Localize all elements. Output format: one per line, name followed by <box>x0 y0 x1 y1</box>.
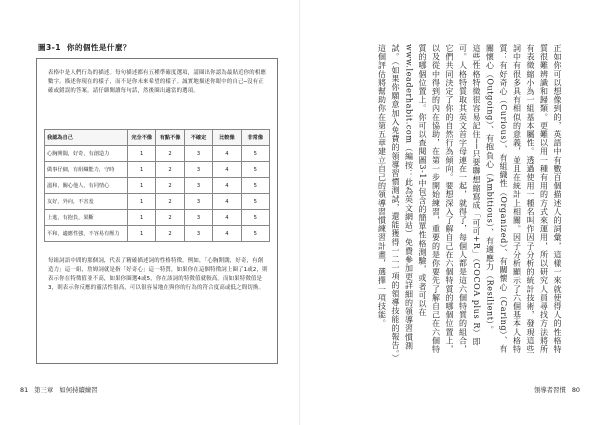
score-cell[interactable]: 3 <box>184 146 212 162</box>
score-cell[interactable]: 5 <box>241 226 269 242</box>
trait-cell: 平和，適應性強，不容易有壓力 <box>45 226 128 242</box>
trait-cell: 上進，有抱負，果斷 <box>45 210 128 226</box>
trait-cell: 心胸開闊，好奇，有創造力 <box>45 146 128 162</box>
score-cell[interactable]: 3 <box>184 162 212 178</box>
table-row <box>45 162 270 178</box>
score-cell[interactable]: 2 <box>156 210 184 226</box>
trait-cell: 做事仔細，有組織能力，守時 <box>45 162 128 178</box>
table-row <box>45 210 270 226</box>
score-cell[interactable]: 4 <box>213 210 241 226</box>
body-paragraph: 這些性格特徵很容易記住──只要聯想縮寫成「可可+R」（COCOA plus R）即可。人格特質取其英文首字母連在一起，就得了，每個人都是這六個特質的組合，它們共同決定了你的自然行為傾向。要想深入了解自己在六個特質的哪個位置上，以及從中得到的內在協助，在第一步開始練習，重要的是你要先了解自己在六個特質的哪個位置上。你可以查閱圖3-1中包含的簡單性格測驗，或者可以在www.leaderhabit.com（編按：此為英文網站）免費參加更詳細的領導習慣測試。（如果你願意加入免費的領導習慣測試，還能獲得一二一項的領導技能的報告。）這個評估將幫助你在第五章建立自己的領導習慣練習計畫，選擇一項技能。 <box>377 44 481 359</box>
score-cell[interactable]: 5 <box>241 162 269 178</box>
score-cell[interactable]: 1 <box>128 194 156 210</box>
figure-title-text: 你的個性是什麼？ <box>66 43 131 52</box>
header-score-3: 不確定 <box>184 130 212 146</box>
figure-intro-text: 表格中是人們行為的描述。每句描述都有五種準確度選項，請圈出你認為最貼近你的相應數字。描述你現在的樣子，而不是你未來希望的樣子。誠實地描述你眼中的自己─沒有正確或錯誤的答案。請仔細閱讀每句話，然後圈出適當的選項。 <box>48 70 267 94</box>
table-row <box>45 226 270 242</box>
right-page-number: 80 <box>571 386 580 394</box>
score-cell[interactable]: 1 <box>128 146 156 162</box>
score-cell[interactable]: 5 <box>241 178 269 194</box>
score-cell[interactable]: 1 <box>128 210 156 226</box>
figure-outro-text: 每組詞語中間的那個詞，代表了精確描述詞的性格特徵。例如，「心胸開闊，好奇，有創造力」這一組，詹姆詞就是指「好奇心」這一特質，如果你在這個特徵詞上圈了1或2，則表示你在特徵值並不高，如果你圈選4或5，你在該詞的特徵值就較高。而如果特徵值是3，則表示你反應的靈活性很高，可以很容易地在與你的行為的符合度高或低之間切換。 <box>48 258 268 291</box>
figure-title <box>38 42 278 53</box>
score-cell[interactable]: 3 <box>184 226 212 242</box>
book-title: 領導者習慣 <box>533 386 566 394</box>
score-cell[interactable]: 2 <box>156 194 184 210</box>
score-cell[interactable]: 3 <box>184 210 212 226</box>
header-score-4: 比較像 <box>213 130 241 146</box>
score-cell[interactable]: 2 <box>156 226 184 242</box>
left-folio <box>20 385 104 394</box>
table-row <box>45 146 270 162</box>
score-cell[interactable]: 4 <box>213 146 241 162</box>
table-row <box>45 194 270 210</box>
left-page-number: 81 <box>20 386 29 394</box>
table-header-row <box>45 130 270 146</box>
figure-number: 圖3-1 <box>38 43 61 52</box>
score-cell[interactable]: 1 <box>128 226 156 242</box>
trait-cell: 友好，外向，不害羞 <box>45 194 128 210</box>
score-cell[interactable]: 4 <box>213 226 241 242</box>
header-score-2: 有點不像 <box>156 130 184 146</box>
score-cell[interactable]: 1 <box>128 162 156 178</box>
score-cell[interactable]: 5 <box>241 210 269 226</box>
score-cell[interactable]: 5 <box>241 194 269 210</box>
score-cell[interactable]: 2 <box>156 162 184 178</box>
score-cell[interactable]: 1 <box>128 178 156 194</box>
right-page <box>301 0 600 425</box>
personality-survey-table <box>44 129 270 242</box>
figure-box <box>36 58 278 364</box>
chapter-title: 如何持續練習 <box>59 386 98 394</box>
score-cell[interactable]: 3 <box>184 178 212 194</box>
score-cell[interactable]: 3 <box>184 194 212 210</box>
left-page <box>0 0 299 425</box>
table-row <box>45 178 270 194</box>
score-cell[interactable]: 2 <box>156 178 184 194</box>
score-cell[interactable]: 4 <box>213 162 241 178</box>
body-paragraph: 正如你可以想像到的，英語中有數百個描述人的詞彙，這樣一來就使得人的性格特質很難辨識和歸類。更難以用一種有用的方式來運用，所以研究人員尋找方法將所有表徵縮小為一組基本屬性。透過使用一種名叫作因子分析的統計技術，發現這些詞中有很多具有相似的意義，並且在統計上相關。因子分析顯示了六個基本人格特質：有好奇心（Curious）、有組織性（Organized）、有關懷心（Caring）、有關懷心（Outgoing）、有抱負心（Ambitious）、有適應力（Resilient）。 <box>485 44 562 354</box>
score-cell[interactable]: 2 <box>156 146 184 162</box>
score-cell[interactable]: 4 <box>213 194 241 210</box>
trait-cell: 溫和，關心他人，有同情心 <box>45 178 128 194</box>
header-score-1: 完全不像 <box>128 130 156 146</box>
header-trait: 我認為自己 <box>45 130 128 146</box>
score-cell[interactable]: 5 <box>241 146 269 162</box>
chapter-label: 第三章 <box>34 386 54 394</box>
score-cell[interactable]: 4 <box>213 178 241 194</box>
header-score-5: 非常像 <box>241 130 269 146</box>
right-folio <box>528 385 580 394</box>
vertical-body-text <box>342 44 564 359</box>
